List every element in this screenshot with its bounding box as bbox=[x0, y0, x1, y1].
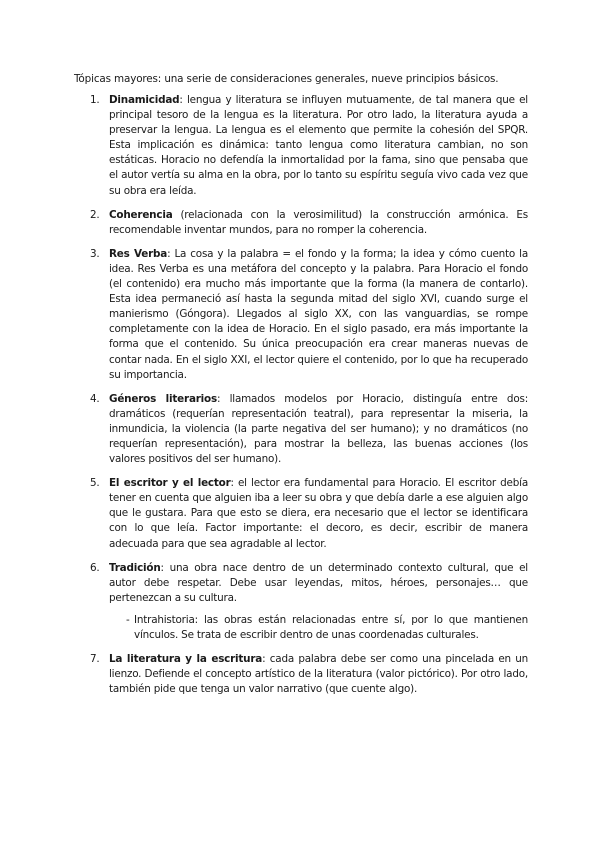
item-text: : llamados modelos por Horacio, distinguía entre dos: dramáticos (requerían representación teatral), para representar la miseria, la inmundicia, la violencia (la parte negativa del ser humano); y no dramáticos (no requerían representación), para mostrar la belleza, las buenas acciones (los valores positivos del ser humano). bbox=[109, 392, 528, 466]
list-item-coherencia bbox=[74, 208, 528, 238]
item-number: 6. bbox=[90, 561, 100, 574]
item-term: Tradición bbox=[109, 561, 161, 574]
intro-paragraph: Tópicas mayores: una serie de consideraciones generales, nueve principios básicos. bbox=[74, 73, 499, 85]
list-item-escritor-lector bbox=[74, 476, 528, 551]
item-term: Res Verba bbox=[109, 247, 168, 260]
item-number: 7. bbox=[90, 653, 100, 666]
principles-list bbox=[74, 93, 528, 697]
list-item-tradicion bbox=[74, 561, 528, 643]
item-text: : lengua y literatura se influyen mutuamente, de tal manera que el principal tesoro de la lengua es la literatura. Por otro lado, la literatura ayuda a preservar la lengua. La lengua es el elemento que permite la cohesión del SPQR. Esta implicación es dinámica: tanto lengua como literatura cambian, no son estáticas. Horacio no defendía la inmortalidad por la fama, sino que pensaba que el autor vertía su alma en la obra, por lo tanto su espíritu seguía vivo cada vez que su obra era leída. bbox=[109, 94, 528, 197]
list-item-dinamicidad bbox=[74, 93, 528, 199]
item-text: : una obra nace dentro de un determinado contexto cultural, que el autor debe respetar. Debe usar leyendas, mitos, héroes, personajes… que pertenezcan a su cultura. bbox=[109, 561, 528, 604]
item-text: : La cosa y la palabra = el fondo y la forma; la idea y cómo cuento la idea. Res Verba es una metáfora del concepto y la palabra. Para Horacio el fondo (el contenido) era mucho más importante que la forma (la manera de contarlo). Esta idea permaneció así hasta la segunda mitad del siglo XVI, cuando surge el manierismo (Góngora). Llegados al siglo XX, con las vanguardias, se rompe completamente con la idea de Horacio. En el siglo pasado, era más importante la forma que el contenido. Su única preocupación era crear maneras nuevas de contar nada. En el siglo XXI, el lector quiere el contenido, por lo que ha recuperado su importancia. bbox=[109, 247, 528, 381]
item-number: 2. bbox=[90, 208, 100, 221]
item-term: La literatura y la escritura bbox=[109, 653, 263, 666]
sub-item-text: Intrahistoria: las obras están relacionadas entre sí, por lo que mantienen vínculos. Se trata de escribir dentro de unas coordenadas culturales. bbox=[134, 613, 528, 641]
item-term: Dinamicidad bbox=[109, 94, 180, 106]
list-item-res-verba bbox=[74, 247, 528, 383]
item-number: 5. bbox=[90, 477, 100, 490]
item-text: : el lector era fundamental para Horacio. El escritor debía tener en cuenta que alguien iba a leer su obra y que debía darle a ese alguien algo que le gustara. Para que esto se diera, era necesario que el lector se identificara con lo que leía. Factor importante: el decoro, es decir, escribir de manera adecuada para que sea agradable al lector. bbox=[109, 477, 528, 550]
sub-list bbox=[109, 613, 528, 643]
item-number: 4. bbox=[90, 392, 100, 405]
item-term: El escritor y el lector bbox=[109, 477, 231, 490]
item-term: Coherencia bbox=[109, 208, 173, 221]
list-item-generos-literarios bbox=[74, 392, 528, 467]
item-text: : cada palabra debe ser como una pincelada en un lienzo. Defiende el concepto artístico de la literatura (valor pictórico). Por otro lado, también pide que tenga un valor narrativo (que cuente algo). bbox=[109, 653, 528, 696]
item-term: Géneros literarios bbox=[109, 392, 217, 405]
item-text: (relacionada con la verosimilitud) la construcción armónica. Es recomendable inventar mundos, para no romper la coherencia. bbox=[109, 208, 528, 236]
item-number: 3. bbox=[90, 247, 100, 260]
sub-list-item-intrahistoria bbox=[109, 613, 528, 643]
dash-marker: - bbox=[126, 613, 130, 626]
list-item-literatura-escritura bbox=[74, 652, 528, 697]
item-number: 1. bbox=[90, 94, 100, 106]
